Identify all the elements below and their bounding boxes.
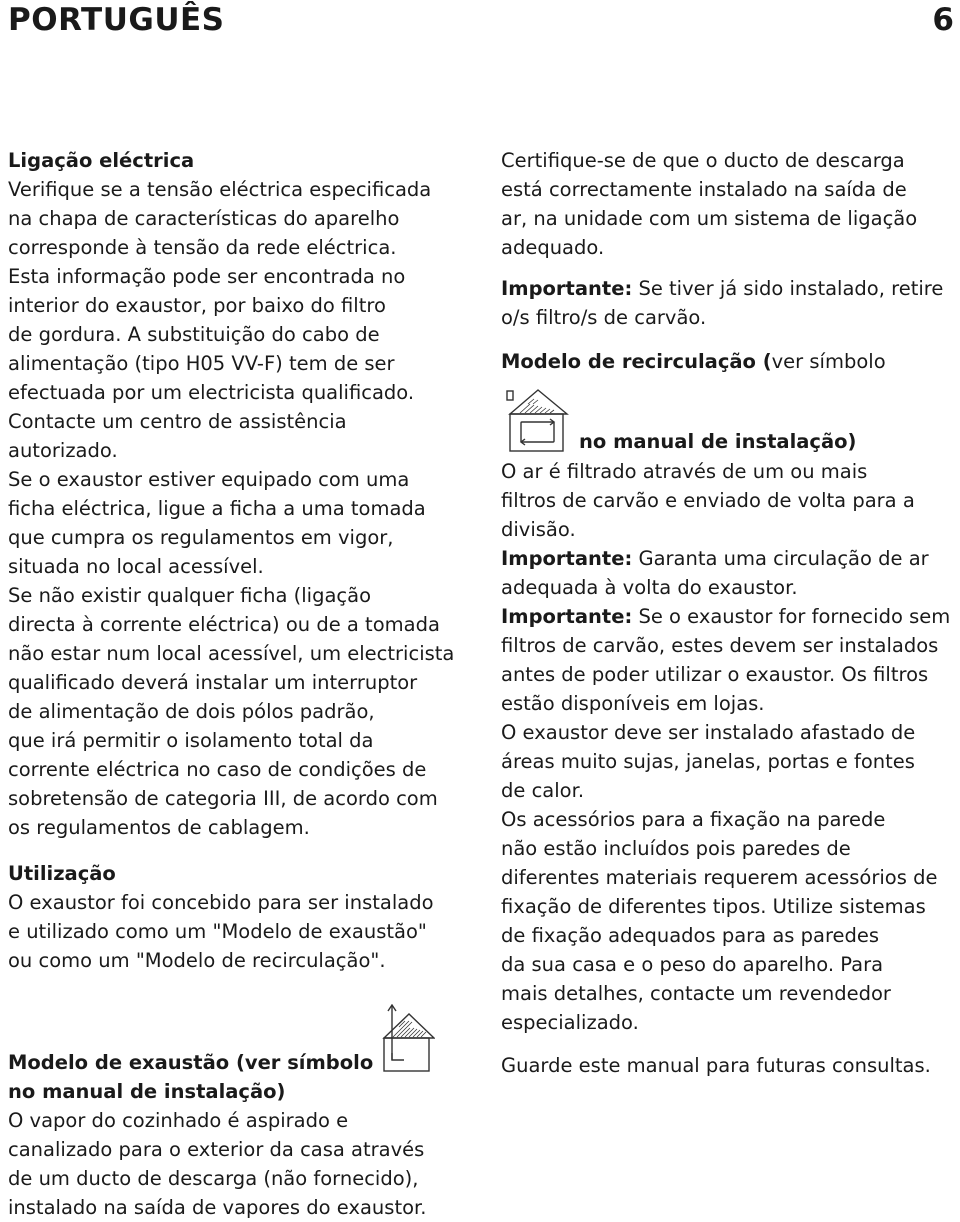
text-line: Modelo de exaustão (ver símbolo xyxy=(8,1051,374,1074)
recirculation-body: O ar é filtrado através de um ou mais filtros de carvão e enviado de volta para a divisão. Importante: Garanta uma circulação de ar adequada à volta do exaustor. Importante: Se o exaustor for fornecido sem filtros de carvão, estes devem ser instalados antes de poder utilizar o exaustor. Os filtros estão disponíveis em lojas. O exaustor deve ser instalado afastado de áreas muito sujas, janelas, portas e fontes de calor. Os acessórios para a fixação na parede não estão incluídos pois paredes de diferentes materiais requerem acessórios de fixação de diferentes tipos. Utilize sistemas de fixação adequados para as paredes da sua casa e o peso do aparelho. Para mais detalhes, contacte um revendedor especializado. xyxy=(501,457,957,1037)
text-line: não estar num local acessível, um electricista xyxy=(8,642,455,665)
text-line: O vapor do cozinhado é aspirado e xyxy=(8,1109,349,1132)
text-line: de calor. xyxy=(501,779,585,802)
page-number: 6 xyxy=(932,2,954,38)
wall-fixing-paragraph xyxy=(501,805,957,1037)
text-line: de um ducto de descarga (não fornecido), xyxy=(8,1167,419,1190)
text-line: de alimentação de dois pólos padrão, xyxy=(8,700,375,723)
section-title: Utilização xyxy=(8,862,116,885)
text-line: autorizado. xyxy=(8,439,118,462)
text-line: não estão incluídos pois paredes de xyxy=(501,837,851,860)
text-line: Esta informação pode ser encontrada no xyxy=(8,265,406,288)
text-line: áreas muito sujas, janelas, portas e fontes xyxy=(501,750,915,773)
text-line: O exaustor deve ser instalado afastado de xyxy=(501,721,916,744)
section-title: Ligação eléctrica xyxy=(8,149,195,172)
text-line: ar, na unidade com um sistema de ligação xyxy=(501,207,918,230)
recirculation-title-line-2: no manual de instalação) xyxy=(579,430,857,453)
text-line: divisão. xyxy=(501,518,576,541)
text-line: alimentação (tipo H05 VV-F) tem de ser xyxy=(8,352,395,375)
text-line: ficha eléctrica, ligue a ficha a uma tomada xyxy=(8,497,426,520)
text-line: especializado. xyxy=(501,1011,639,1034)
section-usage xyxy=(8,859,460,975)
text-line: está correctamente instalado na saída de xyxy=(501,178,907,201)
important-label: Importante: xyxy=(501,547,633,570)
text-line: qualificado deverá instalar um interruptor xyxy=(8,671,418,694)
text-line: diferentes materiais requerem acessórios de xyxy=(501,866,938,889)
text-line: da sua casa e o peso do aparelho. Para xyxy=(501,953,884,976)
recirculation-title: Modelo de recirculação xyxy=(501,350,756,373)
text-line: ou como um "Modelo de recirculação". xyxy=(8,949,386,972)
text-line: Se o exaustor estiver equipado com uma xyxy=(8,468,410,491)
text-line: situada no local acessível. xyxy=(8,555,264,578)
text-line: interior do exaustor, por baixo do filtro xyxy=(8,294,386,317)
text-line: mais detalhes, contacte um revendedor xyxy=(501,982,891,1005)
recirculation-title-line-1: Modelo de recirculação (ver símbolo xyxy=(501,350,886,373)
text-line: canalizado para o exterior da casa através xyxy=(8,1138,425,1161)
text-line: no manual de instalação) xyxy=(8,1080,286,1103)
text-line: efectuada por um electricista qualificado. xyxy=(8,381,415,404)
text-line: Certifique-se de que o ducto de descarga xyxy=(501,149,905,172)
text-line: corresponde à tensão da rede eléctrica. xyxy=(8,236,397,259)
important-label: Importante: xyxy=(501,277,633,300)
language-heading: PORTUGUÊS xyxy=(8,2,225,38)
text-line: filtros de carvão e enviado de volta para a xyxy=(501,489,915,512)
text-line: Verifique se a tensão eléctrica especificada xyxy=(8,178,432,201)
text-line: que irá permitir o isolamento total da xyxy=(8,729,374,752)
section-extraction-model xyxy=(8,1048,460,1222)
text-line: Os acessórios para a fixação na parede xyxy=(501,808,886,831)
text-line: que cumpra os regulamentos em vigor, xyxy=(8,526,394,549)
important-note-1: Importante: Se tiver já sido instalado, retire o/s filtro/s de carvão. xyxy=(501,277,944,329)
text-line: instalado na saída de vapores do exaustor. xyxy=(8,1196,427,1219)
section-body xyxy=(8,888,460,975)
text-line: de fixação adequados para as paredes xyxy=(501,924,880,947)
important-label: Importante: xyxy=(501,605,633,628)
section-body xyxy=(8,1106,460,1222)
text-line: corrente eléctrica no caso de condições de xyxy=(8,758,427,781)
text-line: sobretensão de categoria III, de acordo com xyxy=(8,787,438,810)
text-line: Se não existir qualquer ficha (ligação xyxy=(8,584,371,607)
text-line: directa à corrente eléctrica) ou de a tomada xyxy=(8,613,440,636)
text-line: adequado. xyxy=(501,236,605,259)
text-line: de gordura. A substituição do cabo de xyxy=(8,323,380,346)
closing-note: Guarde este manual para futuras consultas. xyxy=(501,1054,931,1077)
section-electrical-connection xyxy=(8,146,460,842)
text-line: Contacte um centro de assistência xyxy=(8,410,347,433)
text-line: O exaustor foi concebido para ser instalado xyxy=(8,891,434,914)
recirculation-mode-icon xyxy=(506,389,570,453)
placement-paragraph xyxy=(501,718,957,805)
duct-installation-paragraph xyxy=(501,146,957,262)
section-body xyxy=(8,175,460,842)
text-line: na chapa de características do aparelho xyxy=(8,207,400,230)
text-line: O ar é filtrado através de um ou mais xyxy=(501,460,868,483)
page-header xyxy=(0,0,960,42)
text-line: e utilizado como um "Modelo de exaustão" xyxy=(8,920,427,943)
text-line: fixação de diferentes tipos. Utilize sistemas xyxy=(501,895,926,918)
extraction-mode-icon xyxy=(379,1004,435,1072)
text-line: os regulamentos de cablagem. xyxy=(8,816,310,839)
